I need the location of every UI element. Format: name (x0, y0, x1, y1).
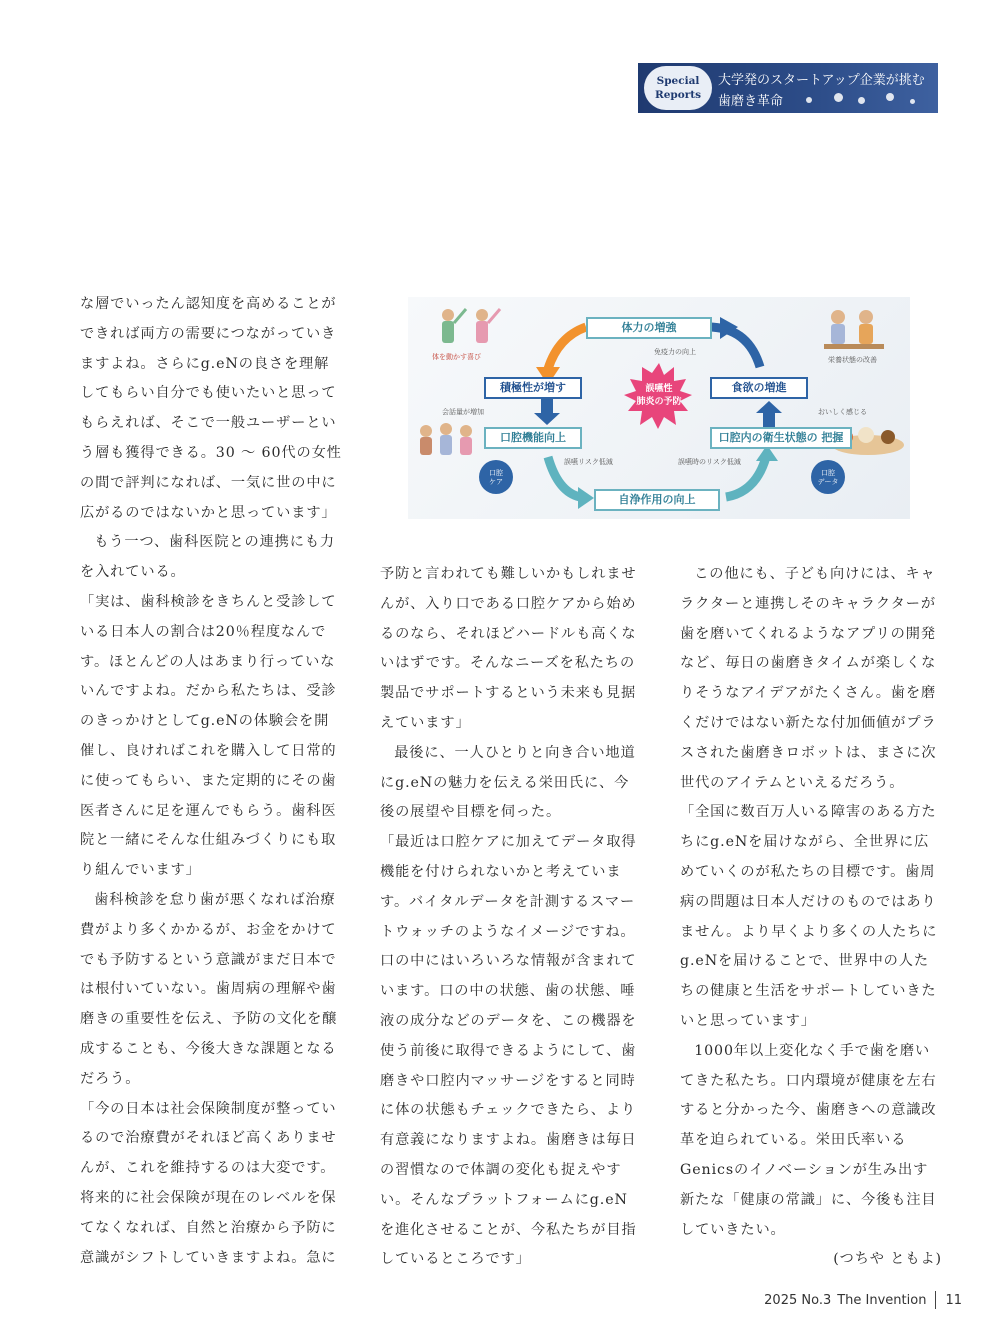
oral-care-cycle-diagram (408, 297, 910, 519)
diners-illustration (824, 310, 884, 349)
center-label-line2: 肺炎の予防 (636, 397, 682, 407)
paragraph: もう一つ、歯科医院との連携にも力を入れている。 (80, 534, 336, 581)
magazine-name: The Invention (837, 1292, 927, 1308)
note-nutrition: 栄養状態の改善 (828, 356, 877, 364)
paragraph: 1000年以上変化なく手で歯を磨いてきた私たち。口内環境が健康を左右すると分かった今、歯磨きへの意識改革を迫られている。栄田氏率いるGenicsのイノベーションが生み出す新たな「健康の常識」に、今後も注目していきたい。 (680, 1042, 937, 1238)
article-column-1 (80, 290, 342, 1273)
note-tasty: おいしく感じる (818, 408, 867, 416)
paragraph: 最後に、一人ひとりと向き合い地道にg.eNの魅力を伝える栄田氏に、今後の展望や目標を伺った。 (380, 744, 636, 821)
decor-dot (886, 93, 894, 101)
arrow-orange (548, 327, 586, 369)
article-column-3 (680, 560, 942, 1275)
box-oral-hygiene: 口腔内の衛生状態の 把握 (710, 427, 852, 449)
oral-care-tag-line2: ケア (489, 478, 503, 486)
note-immunity: 免疫力の向上 (654, 348, 696, 356)
badge-line2: Reports (654, 89, 702, 101)
box-appetite: 食欲の増進 (710, 377, 808, 399)
paragraph: この他にも、子ども向けには、キャラクターと連携しそのキャラクターが歯を磨いてくれるようなアプリの開発など、毎日の歯磨きタイムが楽しくなりそうなアイデアがたくさん。歯を磨くだけではない新たな付加価値がプラスされた歯磨きロボットは、まさに次世代のアイテムといえるだろう。 (680, 566, 937, 791)
arrow-up-right-head (756, 401, 782, 413)
paragraph: 予防と言われても難しいかもしれませんが、入り口である口腔ケアから始めるのなら、それほどハードルも高くないはずです。そんなニーズを私たちの製品でサポートするという未来も見据えています」 (380, 566, 637, 731)
paragraph: 「全国に数百万人いる障害のある方たちにg.eNを届けながら、全世界に広めていくのが私たちの目標です。歯周病の問題は日本人だけのものではありません。より早くより多くの人たちにg.eNを届けることで、世界中の人たちの健康と生活をサポートしていきたいと思っています」 (680, 804, 938, 1029)
special-reports-badge (638, 63, 938, 113)
decor-dot (806, 97, 812, 103)
arrow-down-left-head (534, 413, 560, 425)
paragraph: 「実は、歯科検診をきちんと受診している日本人の割合は20％程度なんです。ほとんどの人はあまり行っていないんですよね。だから私たちは、受診のきっかけとしてg.eNの体験会を開催し、良ければこれを購入して日常的に使ってもらい、また定期的にその歯医者さんに足を運んでもらう。歯科医院と一緒にそんな仕組みづくりにも取り組んでいます」 (80, 593, 337, 879)
oral-care-tag (482, 469, 510, 487)
special-reports-logo (644, 66, 712, 110)
paragraph: 「今の日本は社会保険制度が整っているので治療費がそれほど高くありませんが、これを維持するのは大変です。将来的に社会保険が現在のレベルを保てなくなれば、自然と治療から予防に意識がシフトしていきますよね。急に (80, 1100, 337, 1266)
paragraph: 歯科検診を怠り歯が悪くなれば治療費がより多くかかるが、お金をかけてでも予防するという意識がまだ日本では根付いていない。歯周病の理解や歯磨きの重要性を伝え、予防の文化を醸成することも、今後大きな課題となるだろう。 (80, 891, 338, 1087)
note-conversation: 会話量が増加 (442, 408, 484, 416)
elderly-group-illustration (420, 423, 472, 455)
decor-dot (834, 93, 843, 102)
exercise-people-illustration (442, 309, 500, 343)
box-self-cleaning: 自浄作用の向上 (594, 489, 720, 511)
oral-data-tag (812, 469, 844, 487)
arrow-blue (708, 327, 760, 367)
arrow-down-left (541, 399, 553, 415)
badge-line1: Special (656, 75, 700, 87)
box-proactive: 積極性が増す (484, 377, 582, 399)
oral-data-tag-line1: 口腔 (821, 469, 835, 477)
footer-divider (935, 1291, 936, 1309)
arrow-teal-left-head (578, 487, 594, 509)
series-title-line1: 大学発のスタートアップ企業が挑む (718, 73, 925, 88)
issue-number: 2025 No.3 (764, 1292, 832, 1308)
paragraph: 「最近は口腔ケアに加えてデータ取得機能を付けられないかと考えています。バイタルデータを計測するスマートウォッチのようなイメージですね。口の中にはいろいろな情報が含まれています。口の中の状態、歯の状態、唾液の成分などのデータを、この機器を使う前後に取得できるようにして、歯磨きや口腔内マッサージをすると同時に体の状態もチェックできたら、より有意義になりますよね。歯磨きは毎日の習慣なので体調の変化も捉えやすい。そんなプラットフォームにg.eNを進化させることが、今私たちが目指しているところです」 (380, 834, 637, 1268)
decor-dot (910, 99, 915, 104)
box-strength: 体力の増強 (586, 317, 712, 339)
series-title-line2: 歯磨き革命 (718, 94, 784, 109)
center-label (626, 383, 692, 409)
note-risk-right: 誤嚥時のリスク低減 (678, 458, 741, 466)
oral-care-tag-line1: 口腔 (489, 469, 503, 477)
article-column-2 (380, 560, 642, 1275)
page-footer (764, 1291, 962, 1309)
author-byline: (つちや ともよ) (833, 1251, 942, 1268)
decor-dot (858, 97, 865, 104)
note-exercise: 体を動かす喜び (432, 353, 481, 361)
oral-data-tag-line2: データ (817, 478, 839, 486)
paragraph: な層でいったん認知度を高めることができれば両方の需要につながっていきますよね。さらにg.eNの良さを理解してもらい自分でも使いたいと思ってもらえれば、そこで一般ユーザーという層も獲得できる。30 ～ 60代の女性の間で評判になれば、一気に世の中に広がるのではないかと思っています」 (80, 296, 342, 521)
page-number: 11 (945, 1292, 962, 1308)
center-label-line1: 誤嚥性 (645, 384, 673, 394)
note-risk-left: 誤嚥リスク低減 (564, 458, 613, 466)
box-oral-function: 口腔機能向上 (484, 427, 582, 449)
